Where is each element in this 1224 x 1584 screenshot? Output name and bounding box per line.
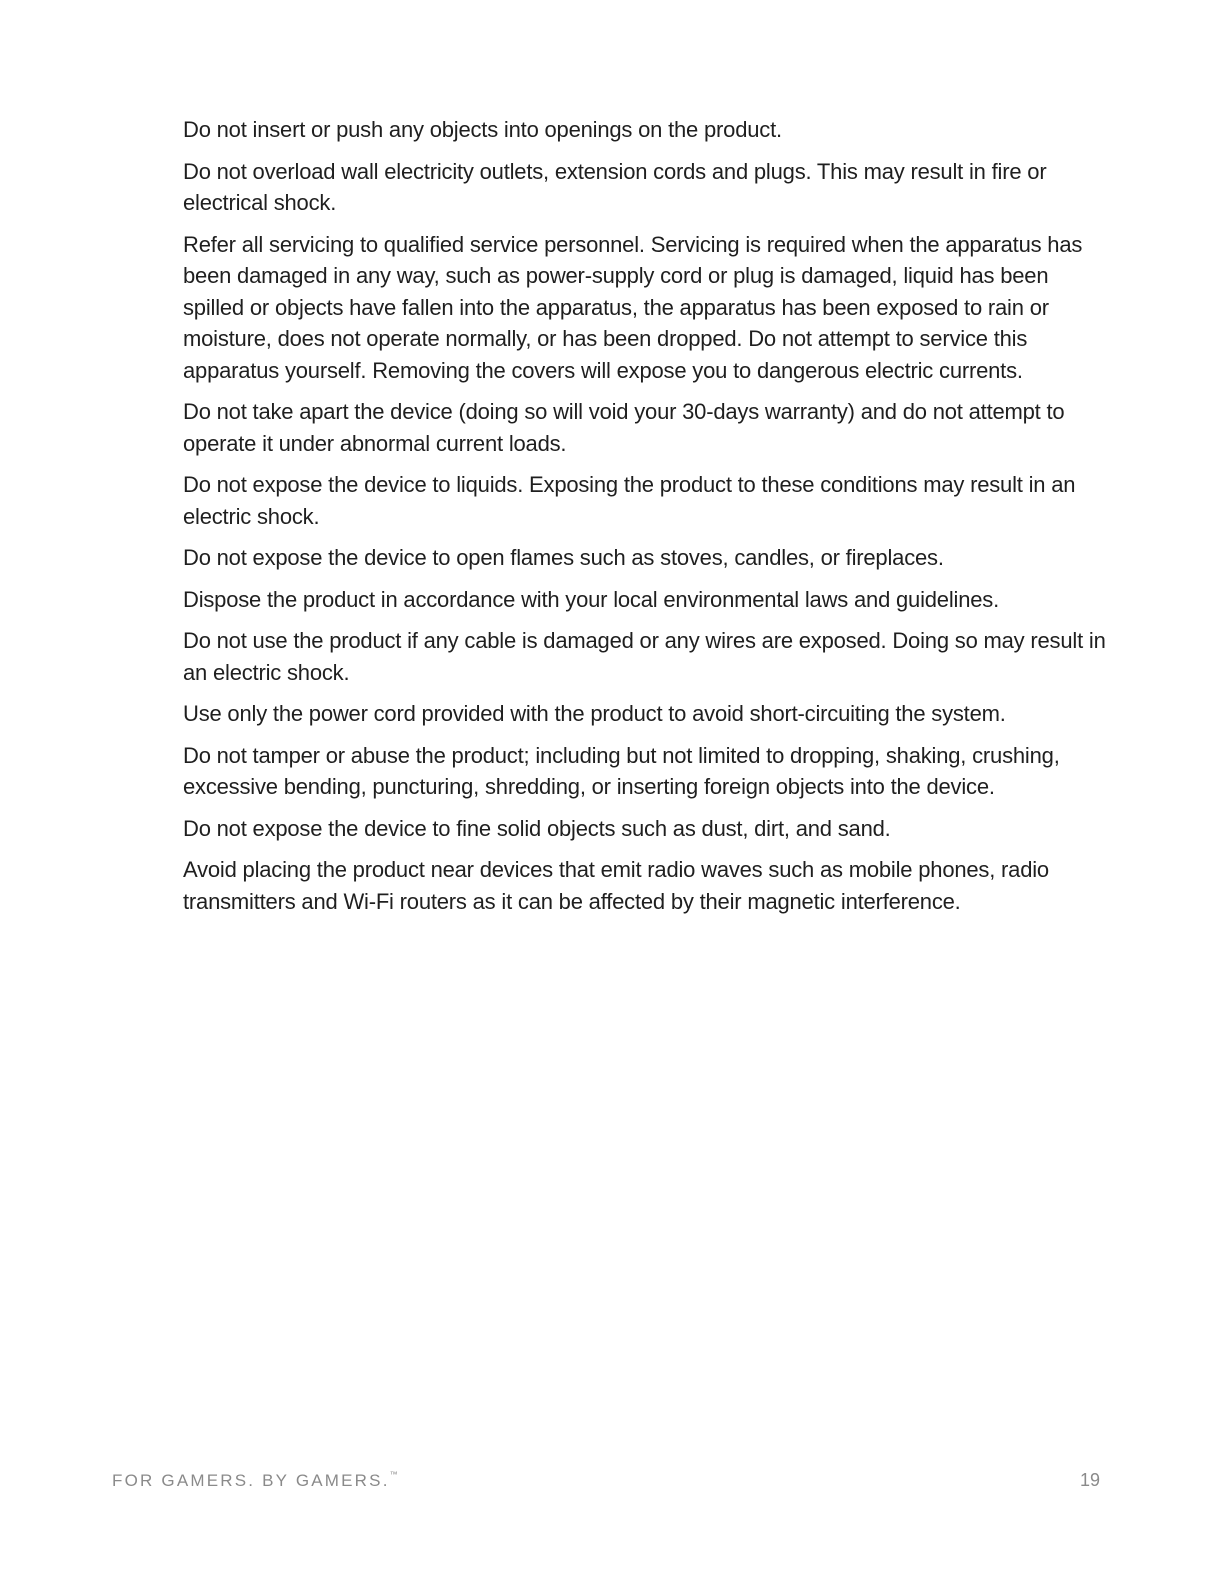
paragraph-radio-interference: Avoid placing the product near devices that emit radio waves such as mobile phones, radio transmitters and Wi-Fi routers as it can be affected by their magnetic interference.	[183, 857, 1049, 914]
footer-tagline-text: FOR GAMERS. BY GAMERS.	[112, 1471, 390, 1490]
paragraph-no-insert-objects: Do not insert or push any objects into openings on the product.	[183, 117, 782, 142]
paragraph-no-solid-objects: Do not expose the device to fine solid objects such as dust, dirt, and sand.	[183, 815, 891, 841]
paragraph-disposal: Dispose the product in accordance with your local environmental laws and guidelines.	[183, 586, 999, 612]
paragraph-power-cord: Use only the power cord provided with the product to avoid short-circuiting the system.	[183, 701, 1006, 726]
paragraph-no-overload-outlets: Do not overload wall electricity outlets, extension cords and plugs. This may result in fire or electrical shock.	[183, 158, 1047, 215]
paragraph-no-open-flames: Do not expose the device to open flames such as stoves, candles, or fireplaces.	[183, 545, 944, 570]
paragraph-no-disassembly: Do not take apart the device (doing so will void your 30-days warranty) and do not attempt to operate it under abnormal current loads.	[183, 399, 1065, 456]
trademark-symbol: ™	[389, 1470, 398, 1479]
paragraph-damaged-cable: Do not use the product if any cable is damaged or any wires are exposed. Doing so may result in an electric shock.	[183, 628, 1106, 685]
paragraph-no-tampering: Do not tamper or abuse the product; including but not limited to dropping, shaking, crushing, excessive bending, puncturing, shredding, or inserting foreign objects into the device.	[183, 742, 1060, 799]
paragraph-servicing: Refer all servicing to qualified service personnel. Servicing is required when the apparatus has been damaged in any way, such as power-supply cord or plug is damaged, liquid has been spilled or objects have fallen into the apparatus, the apparatus has been exposed to rain or moisture, does not operate normally, or has been dropped. Do not attempt to service this apparatus yourself. Removing the covers will expose you to dangerous electric currents.	[183, 231, 1083, 383]
footer-tagline	[112, 1470, 398, 1491]
safety-instructions	[183, 114, 1108, 927]
paragraph-no-liquids: Do not expose the device to liquids. Exposing the product to these conditions may result in an electric shock.	[183, 472, 1076, 529]
page-number: 19	[1079, 1470, 1100, 1490]
